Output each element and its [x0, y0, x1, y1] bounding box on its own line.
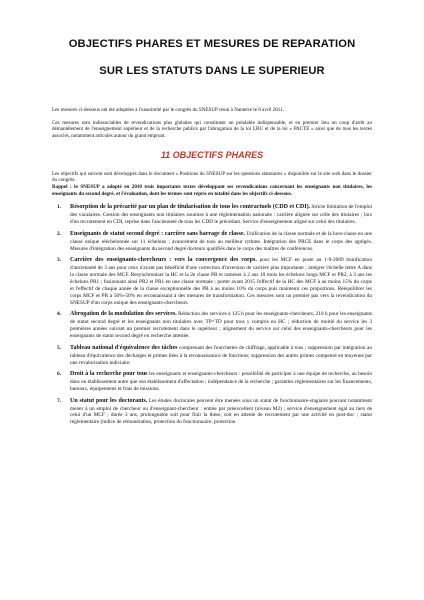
item-heading: Enseignants de statut second degré : carrière sans barrage de classe. [70, 230, 245, 237]
preamble-paragraph: Ces mesures sont indissociables de revendications plus globales qui constituent un préalable indispensable, et en premier lieu un coup d'arrêt au démantèlement de l'enseignement supérieur et de la recherche publics par l'abrogation de la loi LRU et de la loi « PACTE » ainsi que de tous les textes associés, notamment articulés autour du grand emprunt. [52, 119, 372, 140]
objectives-list [52, 204, 372, 426]
list-item [52, 204, 372, 226]
item-number: 6. [57, 371, 62, 378]
item-number: 3. [57, 257, 62, 264]
item-text: les enseignants et enseignants-chercheurs : possibilité de participer à une équipe de recherche, au besoin dans un établissement autre que son établissement d'affectation ; indépendance de la recherche ; garanties réglementaires sur les financements, bureaux, équipements et frais de missions. [70, 371, 372, 393]
section-title: 11 OBJECTIFS PHARES [160, 149, 264, 160]
item-text: Les études doctorales peuvent être menées sous un statut de fonctionnaire-stagiaire pouvant notamment mener à un emploi de chercheur ou d'enseignant-chercheur : entrée par préexcellent (niveau M2) ; service d'enseignement égal au tiers de celui d'un MCF ; durée 3 ans, prolongeable soit pour finir la thèse, soit en attente de recrutement par une activité en post-doc ; statut réglementaire (indice de rémunération, protection du fonctionnaire, protection [70, 397, 373, 426]
item-heading: Résorption de la précarité par un plan de titularisation de tous les contractuels (CDD et CDI). [70, 204, 311, 211]
item-heading: Droit à la recherche pour tous [70, 371, 148, 378]
title-line-2: SUR LES STATUTS DANS LE SUPERIEUR [99, 65, 325, 78]
item-text: Réduction des services à 125 h pour les enseignants-chercheurs, 210 h pour les enseignants de statut second degré et les enseignants non titulaires avec TP=TD pour tous y compris en HC ; réduction de moitié du service les 3 premières années suivant un premier recrutement dans le supérieur ; alignement du service sur celui des enseignants-chercheurs pour les enseignants de statut second degré en recherche attestée. [70, 311, 373, 340]
item-text: pour les MCF en poste au 1-9-2009 bonification d'ancienneté de 3 ans pour ceux n'ayant pas bénéficié d'une correction d'inversion de carrière plus importante ; intégrer l'échelle lettre A dans la classe normale des MCF. Resynchroniser la HC et la 2e classe PR et ramener à 2 ans 10 mois les échelons longs MCF et PR2, à 3 ans les échelons PR1 ; fusionnant ainsi PR2 et PR1 en une classe normale ; porter avant 2015 l'effectif de la HC des MCF à au moins 15% du corps et l'effectif de chaque année de la classe exceptionnelle des PR à au moins 10% du corps puis maintenir ces proportions. Rééquilibrer les corps MCF et PR à 50%-50% en reconnaissant à des mesures de transformation. Ces mesures sont un premier pas vers la revendication du SNESUP d'un corps unique des enseignants-chercheurs. [70, 257, 372, 306]
rappel-paragraph: Rappel : le SNESUP a adopté en 2010 trois importants textes développant ses revendications concernant les enseignants non titulaires, les enseignants du second degré, et l'évaluation, dont les termes sont repris en totalité dans les objectifs ci-dessous. [52, 183, 372, 197]
item-number: 1. [57, 204, 62, 211]
intro-paragraph: Les objectifs qui suivent sont développés dans le document « Positions du SNESUP sur les questions statutaires » disponible sur le site web dans le dossier du congrès. [52, 170, 372, 184]
item-number: 5. [57, 344, 62, 351]
list-item [52, 231, 372, 253]
item-text: Stricte limitation de l'emploi des vacataires. Gestion des enseignants non titulaires soumise à une réglementation nationale : carrière alignée sur celle des titulaires ; lors d'un recrutement en CDI, reprise dans l'ancienneté de tous les CDD le précédant. Service d'enseignement aligné sur celui des titulaires. [70, 204, 373, 226]
list-item [52, 398, 372, 427]
item-text: Unification de la classe normale et de la hors-classe en une classe unique rééchelonnée sur 11 échelons ; avancement de tous au meilleur rythme. Intégration des PRCE dans le corps des agrégés. Mesures d'intégration des enseignants du second degré docteurs qualifiés dans le corps des maîtres de conférences. [70, 230, 372, 252]
item-heading: Tableau national d'équivalence des tâches [70, 344, 178, 351]
item-number: 2. [57, 230, 62, 237]
item-heading: Carrière des enseignants-chercheurs : vers la convergence des corps. [70, 257, 257, 264]
list-item [52, 345, 372, 367]
list-item [52, 311, 372, 340]
item-text: comprenant des fourchettes de chiffrage, applicable à tous ; suppression par intégration au tableau d'équivalence des décharges et primes liées à la reconnaissance de fonctions; suppression des autres primes compensé en moyenne par une revalorisation indiciaire. [70, 344, 372, 366]
item-heading: Un statut pour les doctorants. [70, 397, 148, 404]
list-item [52, 257, 372, 307]
item-number: 4. [57, 311, 62, 318]
list-item [52, 371, 372, 393]
item-heading: Abrogation de la modulation des services. [70, 311, 177, 318]
item-number: 7. [57, 397, 62, 404]
title-line-1: OBJECTIFS PHARES ET MESURES DE REPARATION [68, 38, 356, 50]
adoption-note: Les mesures ci-dessous ont été adoptées à l'unanimité par le congrès du SNESUP réuni à Nanterre le 8 avril 2011. [52, 106, 284, 113]
